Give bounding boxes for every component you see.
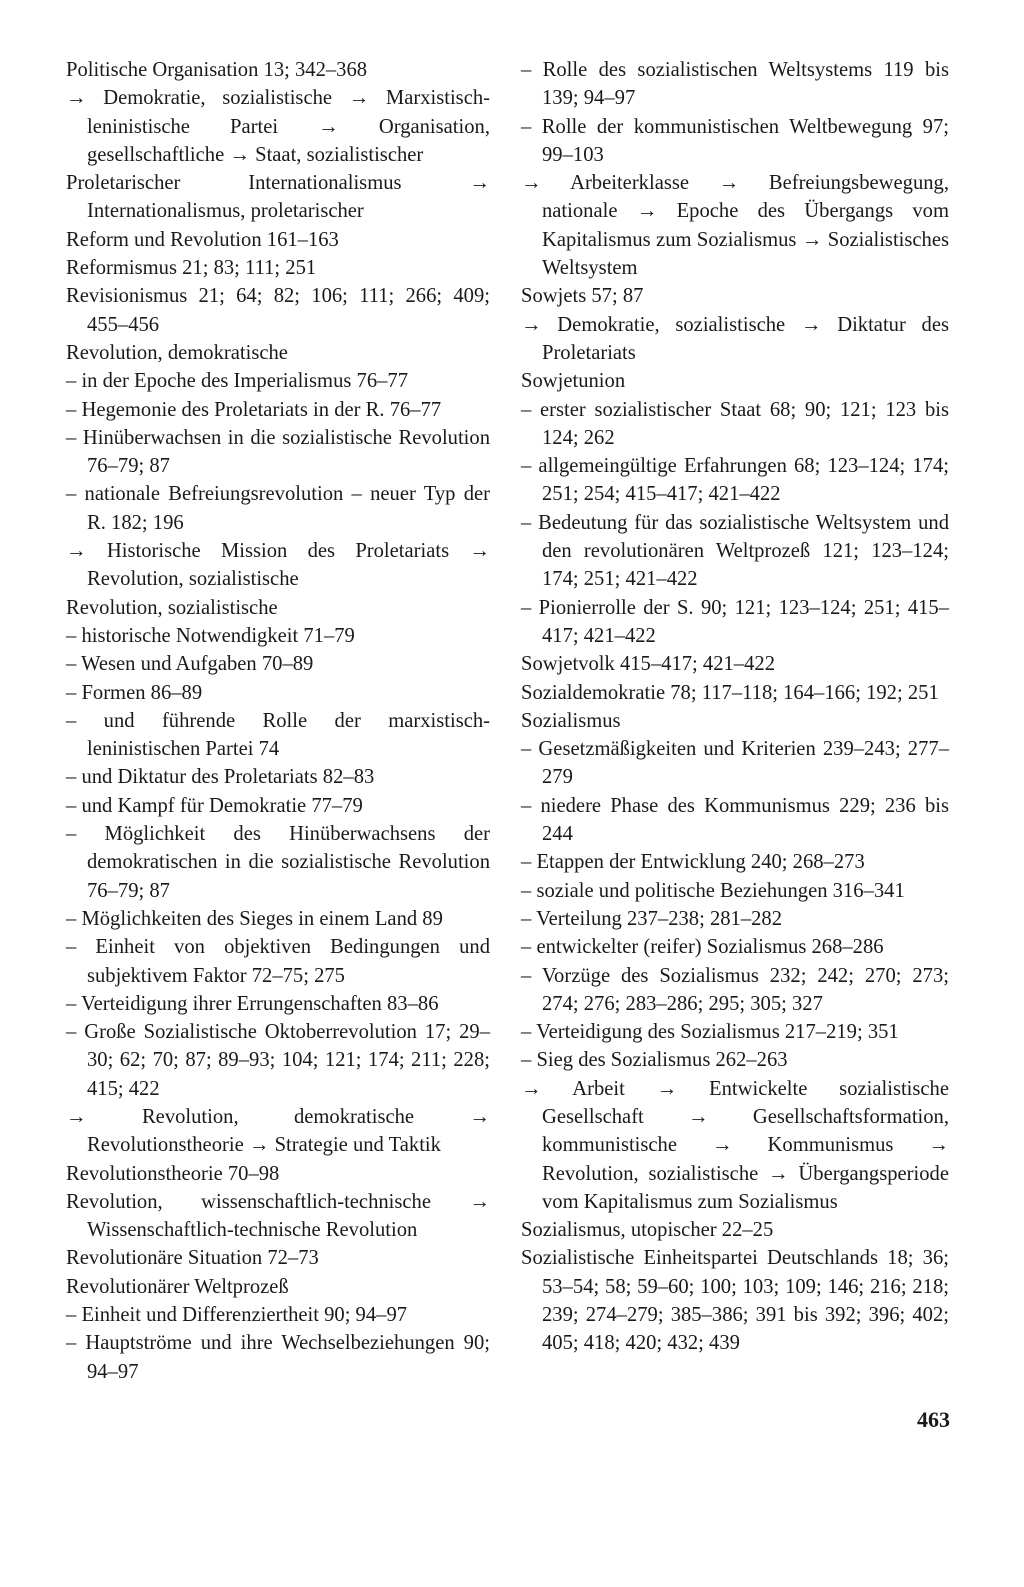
- index-entry: – allgemeingültige Erfahrungen 68; 123–124; 174; 251; 254; 415–417; 421–422: [521, 455, 949, 506]
- index-entry: – Einheit von objektiven Bedingungen und subjektivem Faktor 72–75; 275: [66, 936, 490, 987]
- index-entry: Revolution, wissenschaftlich-technische → Wissenschaftlich-technische Revolution: [66, 1190, 490, 1242]
- index-entry: → Arbeiterklasse → Befreiungsbewegung, nationale → Epoche des Übergangs vom Kapitalismus zum Sozialismus → Sozialistisches Weltsystem: [521, 172, 949, 280]
- index-entry: – Rolle der kommunistischen Weltbewegung 97; 99–103: [521, 115, 949, 166]
- index-entry: Revolution, demokratische: [66, 341, 288, 364]
- index-entry: – Große Sozialistische Oktoberrevolution 17; 29–30; 62; 70; 87; 89–93; 104; 121; 174; 211; 228; 415; 422: [66, 1021, 490, 1100]
- index-entry: – Verteidigung ihrer Errungenschaften 83–86: [66, 992, 439, 1015]
- index-entry: – in der Epoche des Imperialismus 76–77: [66, 370, 409, 393]
- index-entry: – Gesetzmäßigkeiten und Kriterien 239–243; 277–279: [521, 738, 949, 789]
- index-entry: – Rolle des sozialistischen Weltsystems 119 bis 139; 94–97: [521, 59, 949, 110]
- index-entry: – Bedeutung für das sozialistische Weltsystem und den revolutionären Weltprozeß 121; 123–124; 174; 251; 421–422: [521, 511, 949, 591]
- index-entry: – erster sozialistischer Staat 68; 90; 121; 123 bis 124; 262: [521, 398, 949, 449]
- page-number: 463: [917, 1407, 950, 1432]
- index-entry: – Wesen und Aufgaben 70–89: [66, 653, 314, 676]
- index-entry: Sowjetunion: [521, 370, 626, 393]
- index-entry: Politische Organisation 13; 342–368: [66, 59, 368, 81]
- index-entry: Proletarischer Internationalismus → Internationalismus, proletarischer: [66, 172, 490, 223]
- index-entry: – und Diktatur des Proletariats 82–83: [66, 766, 375, 789]
- index-entry: – und führende Rolle der marxistisch-leninistischen Partei 74: [66, 709, 490, 761]
- index-entry: Revolutionäre Situation 72–73: [66, 1247, 319, 1270]
- index-entry: → Demokratie, sozialistische → Marxistisch-leninistische Partei → Organisation, gesellschaftliche → Staat, sozialistischer: [66, 87, 490, 166]
- index-entry: – Vorzüge des Sozialismus 232; 242; 270; 273; 274; 276; 283–286; 295; 305; 327: [521, 964, 949, 1015]
- index-entry: → Arbeit → Entwickelte sozialistische Gesellschaft → Gesellschaftsformation, kommunistische → Kommunismus → Revolution, sozialistische → Übergangsperiode vom Kapitalismus zum Sozialismus: [521, 1077, 949, 1213]
- index-entry: Revolutionstheorie 70–98: [66, 1162, 280, 1185]
- index-entry: – Möglichkeiten des Sieges in einem Land 89: [66, 907, 443, 930]
- index-entry: – Möglichkeit des Hinüberwachsens der demokratischen in die sozialistische Revolution 76–79; 87: [66, 823, 490, 902]
- index-entry: – Verteilung 237–238; 281–282: [521, 907, 783, 930]
- index-entry: – nationale Befreiungsrevolution – neuer Typ der R. 182; 196: [66, 483, 490, 534]
- index-entry: – Etappen der Entwicklung 240; 268–273: [521, 851, 865, 874]
- index-entry: Sowjetvolk 415–417; 421–422: [521, 653, 775, 676]
- index-entry: Sowjets 57; 87: [521, 285, 644, 308]
- index-entry: Revisionismus 21; 64; 82; 106; 111; 266; 409; 455–456: [66, 285, 490, 336]
- index-column-left: [66, 56, 490, 1386]
- index-entry: – entwickelter (reifer) Sozialismus 268–286: [521, 936, 884, 959]
- index-entry: Revolutionärer Weltprozeß: [66, 1275, 289, 1298]
- index-entry: – Pionierrolle der S. 90; 121; 123–124; 251; 415–417; 421–422: [521, 596, 949, 647]
- index-entry: – Verteidigung des Sozialismus 217–219; 351: [521, 1021, 899, 1044]
- index-entry: → Revolution, demokratische → Revolutionstheorie → Strategie und Taktik: [66, 1105, 490, 1157]
- index-entry: – soziale und politische Beziehungen 316–341: [521, 879, 905, 902]
- index-entry: – Hauptströme und ihre Wechselbeziehungen 90; 94–97: [66, 1332, 490, 1383]
- index-entry: Revolution, sozialistische: [66, 596, 278, 619]
- index-entry: Sozialistische Einheitspartei Deutschlands 18; 36; 53–54; 58; 59–60; 100; 103; 109; 146; 216; 218; 239; 274–279; 385–386; 391 bis 392; 396; 402; 405; 418; 420; 432; 439: [521, 1247, 949, 1355]
- index-entry: → Historische Mission des Proletariats → Revolution, sozialistische: [66, 540, 490, 591]
- index-entry: – Formen 86–89: [66, 681, 203, 704]
- index-entry: – Einheit und Differenziertheit 90; 94–97: [66, 1304, 408, 1327]
- index-entry: – Hinüberwachsen in die sozialistische Revolution 76–79; 87: [66, 426, 490, 478]
- index-entry: – historische Notwendigkeit 71–79: [66, 624, 355, 647]
- index-entry: – und Kampf für Demokratie 77–79: [66, 794, 363, 817]
- index-entry: Sozialdemokratie 78; 117–118; 164–166; 192; 251: [521, 681, 939, 704]
- index-column-right: [521, 56, 949, 1358]
- index-entry: – niedere Phase des Kommunismus 229; 236 bis 244: [521, 794, 949, 846]
- index-entry: Sozialismus, utopischer 22–25: [521, 1219, 774, 1242]
- index-entry: – Hegemonie des Proletariats in der R. 76–77: [66, 398, 442, 421]
- index-entry: Reform und Revolution 161–163: [66, 228, 339, 251]
- index-entry: Reformismus 21; 83; 111; 251: [66, 257, 317, 280]
- index-entry: Sozialismus: [521, 709, 621, 732]
- index-entry: → Demokratie, sozialistische → Diktatur des Proletariats: [521, 313, 949, 364]
- index-entry: – Sieg des Sozialismus 262–263: [521, 1049, 788, 1072]
